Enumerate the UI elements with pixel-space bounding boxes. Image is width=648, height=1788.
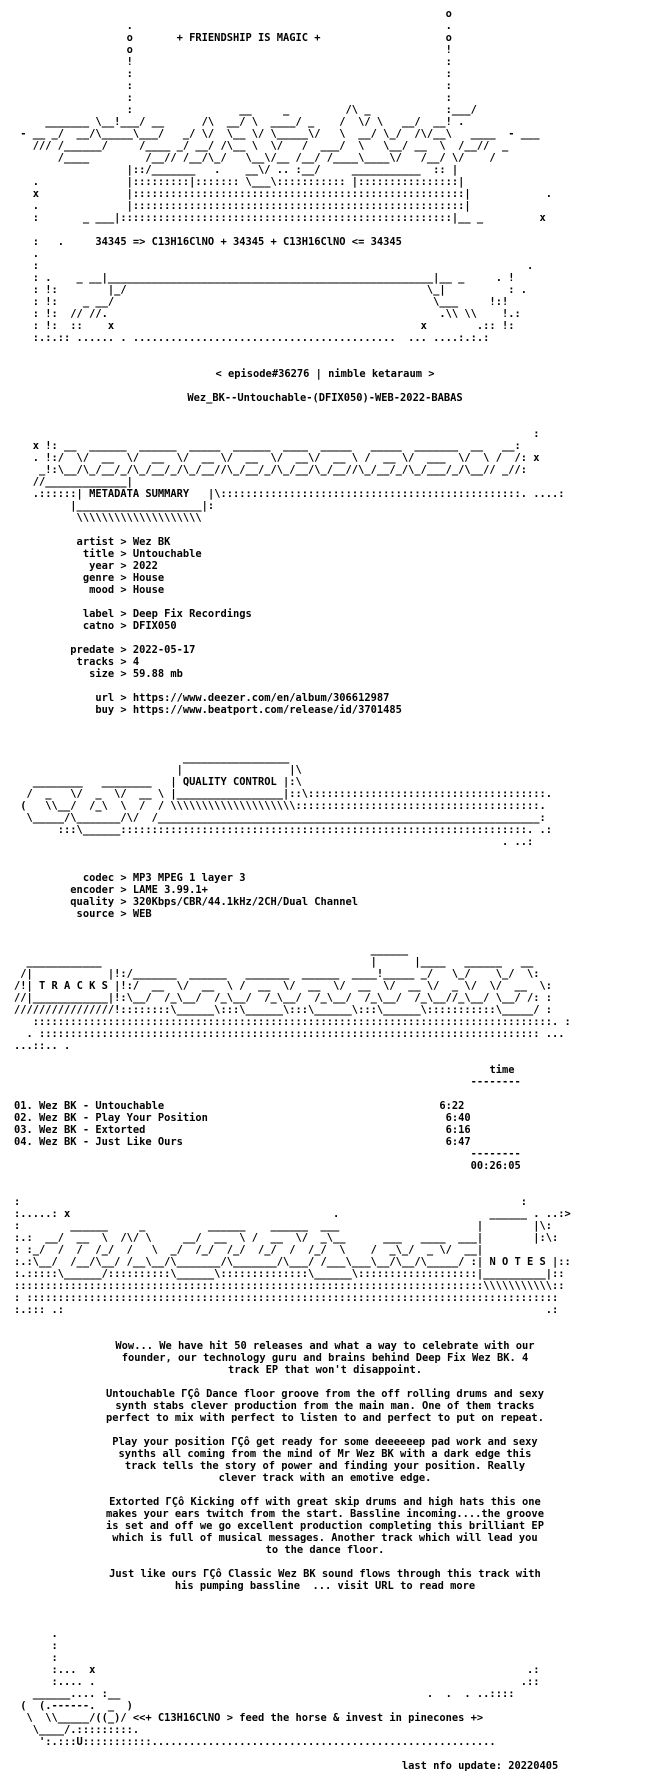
quality-value-source: WEB [132, 908, 152, 920]
quality-value-quality: 320Kbps/CBR/44.1kHz/2CH/Dual Channel [132, 896, 359, 908]
quality-row-source: source > WEB [14, 908, 152, 920]
tracks-spacer [14, 1088, 636, 1100]
quality-row-quality: quality > 320Kbps/CBR/44.1kHz/2CH/Dual Channel [14, 896, 359, 908]
footer-art: . : : :... x .: :.... . .:: ______.... :__ . . . ..:::: ( (.------. _ ) [20, 1628, 540, 1712]
meta-row-mood: mood > House [14, 584, 165, 596]
meta-row-predate: predate > 2022-05-17 [14, 644, 196, 656]
footer-slogan: <<+ C13H16ClNO > feed the horse & invest in pinecones +> [132, 1712, 484, 1724]
tracks-banner-bottom: //|____________|!:\__/ /_\__/ /_\__/ /_\__/ /_\__/ /_\__/ /_\__//_\__/ \__/ /: : ////////////////!::::::::\______\:::\______\:::\______\:::\______\:::::::::::\_____/ : :::::::::::::::::::::::::::::::::::::::::::::::::::::::::::::::::::::::::::::::::::. : . :::::::::::::::::::::::::::::::::::::::::::::::::::::::::::::::::::::::::::::::: ... ...::.. . [14, 992, 571, 1052]
notes-paragraph: Extorted ΓÇô Kicking off with great skip drums and high hats this one makes your ears twitch from the start. Bassline incoming....the groove is set and off we go excellent production completing this brilliant EP which is full of musical messages. Another track which will lead you to the dance floor. [106, 1496, 544, 1556]
footer-slogan-line: \ \\_____/((_)/ <<+ C13H16ClNO > feed the horse & invest in pinecones +> [14, 1712, 484, 1724]
footer-update: last nfo update: 20220405 [401, 1760, 559, 1772]
quality-title-line: ________ ________ | QUALITY CONTROL |:\ [14, 776, 302, 788]
quality-list [14, 872, 636, 920]
meta-row-buy: buy > https://www.beatport.com/release/id/3701485 [14, 704, 402, 716]
tracks-title: T R A C K S [39, 980, 108, 992]
notes-banner-top: : : :.....: x . ______ . ..:> : ______ _ ______ ______ ___ | |\: :.: __/ __ \ /\/ \ __/ __ \ / __ \/ _\__ ___ ____ ___| |:\: : :_/ / / /_/ / \ _/ /_/ /_/ /_/ / /_/ \ / _\_/ _ \/ __| [14, 1196, 571, 1256]
metadata-title-line: .::::::| METADATA SUMMARY |\::::::::::::::::::::::::::::::::::::::::::::::::. ....: [14, 488, 565, 500]
track-list [14, 1100, 636, 1148]
top-logo-art: o . . o + FRIENDSHIP IS MAGIC + o o ! ! : : : : : : : : __ _ /\ _ :___/ _______ \__!___/ __ /\ __/ \ ____/ _ / \/ \ __/ __! . - __ _/ __/\_____\___/ _/ \/ \__ \/ \_____\/ \ __/ \_/ /\/__\ ____ - ___ /// /______/ /____ _/ __/ /\__ \ \/ / ___/ \ \__/ __ \ /__// _ /____ /__// /__/\_/ \__\/__ /__/ /____\____\/ /__/ \/ / |::/_______ . __\/ .. :__/ ___________ :: | . |:::::::::|::::::: \___\::::::::::: |::::::::::::::::| x |:::::::::::::::::::::::::::::::::::::::::::::::::::::| . . |:::::::::::::::::::::::::::::::::::::::::::::::::::::| : _ ___|:::::::::::::::::::::::::::::::::::::::::::::::::::::|__ _ x [20, 8, 552, 224]
notes-paragraph: Untouchable ΓÇô Dance floor groove from the off rolling drums and sexy synth stabs clever production from the main man. One of them tracks perfect to mix with perfect to listen to and perfect to put on repeat. [106, 1388, 544, 1424]
quality-value-encoder: LAME 3.99.1+ [132, 884, 208, 896]
meta-value-predate: 2022-05-17 [132, 644, 196, 656]
tracks-time-header [14, 1064, 636, 1076]
notes-title: N O T E S [489, 1256, 546, 1268]
meta-value-size: 59.88 mb [132, 668, 183, 680]
meta-spacer [14, 680, 636, 692]
notes-banner-bottom: :.:::::\______/::::::::::\______\::::::::::::::\______\:::::::::::::::::::|__________|:: :::::::::::::::::::::::::::::::::::::::::::::::::::::::::::::::::::::::::::\\\\\\\\\\\:: : ::::::::::::::::::::::::::::::::::::::::::::::::::::::::::::::::::::::::::::::::::::: :.::: .: .: [14, 1268, 565, 1316]
track-time: 6:22 [439, 1100, 465, 1112]
meta-row-genre: genre > House [14, 572, 165, 584]
meta-row-url: url > https://www.deezer.com/en/album/306612987 [14, 692, 390, 704]
meta-row-title: title > Untouchable [14, 548, 202, 560]
track-title: 01. Wez BK - Untouchable [14, 1100, 165, 1112]
meta-row-artist: artist > Wez BK [14, 536, 171, 548]
meta-value-buy[interactable]: https://www.beatport.com/release/id/3701485 [132, 704, 402, 716]
meta-value-genre: House [132, 572, 165, 584]
meta-row-catno: catno > DFIX050 [14, 620, 177, 632]
notes-paragraph: Wow... We have hit 50 releases and what a way to celebrate with our founder, our technology guru and brains behind Deep Fix Wez BK. 4 track EP that won't disappoint. [115, 1340, 535, 1376]
quality-title: QUALITY CONTROL [182, 776, 277, 788]
track-row [14, 1112, 636, 1124]
track-time: 6:16 [445, 1124, 471, 1136]
meta-value-artist: Wez BK [132, 536, 171, 548]
footer-art-bottom: \____/.:::::::::. ':.:::U:::::::::::....................................................... [32, 1724, 496, 1748]
track-row [14, 1136, 636, 1148]
track-title: 02. Wez BK - Play Your Position [14, 1112, 208, 1124]
formula-line: : . 34345 => C13H16ClNO + 34345 + C13H16ClNO <= 34345 [14, 236, 402, 248]
footer-update-line [14, 1760, 636, 1772]
notes-title-line: :.:\__/ /__/\__/ /__\__/\_______/\_______/\___/ /___\___\__/\__/\_____/ :| N O T E S |:: [14, 1256, 571, 1268]
meta-spacer [14, 632, 636, 644]
track-title: 03. Wez BK - Extorted [14, 1124, 146, 1136]
meta-value-title: Untouchable [132, 548, 202, 560]
meta-row-tracks: tracks > 4 [14, 656, 140, 668]
quality-banner-bottom: / _ \/ _ \/ __ \ |_________________|::\::::::::::::::::::::::::::::::::::::::. ( \\__/ /_\ \ / / \\\\\\\\\\\\\\\\\\\\:::::::::::::::::::::::::::::::::::::::. \_____/\_______/\/ /_____________________________________________________________: :::\______:::::::::::::::::::::::::::::::::::::::::::::::::::::::::::::::::. .: . ..: [20, 788, 552, 848]
metadata-title: METADATA SUMMARY [89, 488, 190, 500]
quality-banner-art: _________________ | |\ [176, 752, 302, 776]
meta-row-size: size > 59.88 mb [14, 668, 183, 680]
tracks-total-time: 00:26:05 [470, 1160, 521, 1172]
meta-row-year: year > 2022 [14, 560, 158, 572]
tracks-time-rule: -------- [14, 1076, 521, 1088]
meta-value-url[interactable]: https://www.deezer.com/en/album/306612987 [132, 692, 390, 704]
track-time: 6:47 [445, 1136, 471, 1148]
quality-row-encoder: encoder > LAME 3.99.1+ [14, 884, 208, 896]
meta-value-catno: DFIX050 [132, 620, 177, 632]
quality-value-codec: MP3 MPEG 1 layer 3 [132, 872, 246, 884]
tracks-banner-top: ______ ____________ | |____ ______ __ /| |!:/_______ ______ _______ ______ ____!_____ _/ \_/ \_/ \: [20, 944, 540, 980]
tracks-total-line [14, 1160, 636, 1172]
meta-value-tracks: 4 [132, 656, 140, 668]
tracks-title-line: /!| T R A C K S |!:/ __ \/ __ \ / __ \/ __ \/ __ \/ __ \/ _ \/ \/ __ \: [14, 980, 553, 992]
metadata-banner-art: : x !: __ ______ ______ _____ ______ ____ _____ _____ _______ __ __: . !:/ \/ __ \/ __ \/ __ \/ __ \/ __\/ __ \ / __ \/ ___ \/ \ / /: x _!:\__/\_/__/_/\_/__/_/\_/__//\_/__/_/\_/__/\_/__//\_/__/_/\_/___/_/\__// _//: //_____________| [32, 428, 540, 488]
tracks-time-label: time [489, 1064, 515, 1076]
meta-value-label: Deep Fix Recordings [132, 608, 252, 620]
notes-paragraph: Play your position ΓÇô get ready for some deeeeeep pad work and sexy synths all coming from the mind of Mr Wez BK with a dark edge this track tells the story of power and finding your position. Really clever track with an emotive edge. [112, 1436, 538, 1484]
frame-art: . : . : . _ __|____________________________________________________|__ _ . ! : !: |_/ \_| : . : !: _ __/ \___ !:! : !: // //. .\\ \\ !.: : !: :: x x .:: !: :.:.:: ...... . .......................................... ... ....:.:.: [32, 248, 534, 344]
metadata-banner-bottom: |____________________|: \\\\\\\\\\\\\\\\\\\\ [70, 500, 215, 524]
meta-value-year: 2022 [132, 560, 158, 572]
track-row [14, 1124, 636, 1136]
formula-text: 34345 => C13H16ClNO + 34345 + C13H16ClNO <= 34345 [95, 236, 402, 248]
meta-value-mood: House [132, 584, 165, 596]
episode-line: < episode#36276 | nimble ketaraum > [215, 368, 435, 380]
quality-row-codec: codec > MP3 MPEG 1 layer 3 [14, 872, 246, 884]
track-time: 6:40 [445, 1112, 471, 1124]
metadata-list [14, 536, 636, 716]
notes-body [14, 1340, 636, 1592]
release-name: Wez_BK--Untouchable-(DFIX050)-WEB-2022-BABAS [187, 392, 463, 404]
tracks-total-rule: -------- [14, 1148, 521, 1160]
track-title: 04. Wez BK - Just Like Ours [14, 1136, 183, 1148]
track-row [14, 1100, 636, 1112]
meta-row-label: label > Deep Fix Recordings [14, 608, 252, 620]
notes-paragraph: Just like ours ΓÇô Classic Wez BK sound flows through this track with his pumping bassline ... visit URL to read more [109, 1568, 541, 1592]
meta-spacer [14, 596, 636, 608]
